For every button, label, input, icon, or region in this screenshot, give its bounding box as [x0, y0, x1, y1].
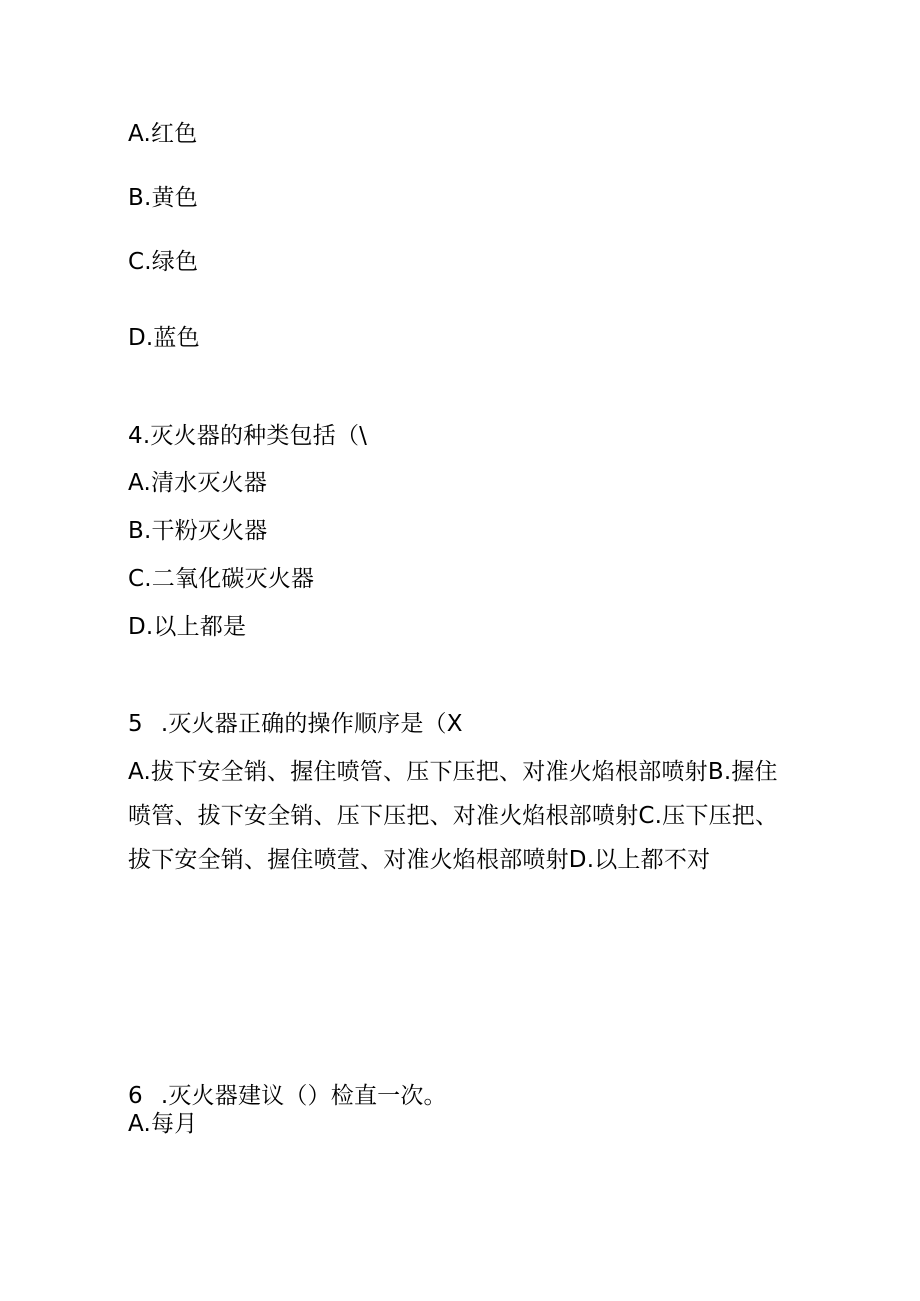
- q4-option-c: C.二氧化碳灭火器: [128, 566, 315, 592]
- q6-number: 6: [128, 1083, 143, 1109]
- q5-options-paragraph: A.拔下安全销、握住喷管、压下压把、对准火焰根部喷射B.握住喷管、拔下安全销、压下压把、对准火焰根部喷射C.压下压把、拔下安全销、握住喷萱、对准火焰根部喷射D.以上都不对: [128, 759, 779, 873]
- q4-option-a: A.清水灭火器: [128, 470, 268, 496]
- q4-option-b: B.干粉灭火器: [128, 518, 268, 544]
- q4-question: 4.灭火器的种类包括（\: [128, 423, 368, 449]
- q3-option-c: C.绿色: [128, 249, 199, 275]
- q6-question: .灭火器建议（）检直一次。: [160, 1083, 447, 1109]
- q4-option-d: D.以上都是: [128, 614, 247, 640]
- q5-number: 5: [128, 711, 143, 737]
- q3-option-a: A.红色: [128, 121, 198, 147]
- q3-option-d: D.蓝色: [128, 325, 200, 351]
- q3-option-b: B.黄色: [128, 185, 198, 211]
- q6-option-a: A.每月: [128, 1111, 198, 1137]
- q5-question-line: [128, 708, 463, 740]
- q5-question: .灭火器正确的操作顺序是（X: [160, 711, 463, 737]
